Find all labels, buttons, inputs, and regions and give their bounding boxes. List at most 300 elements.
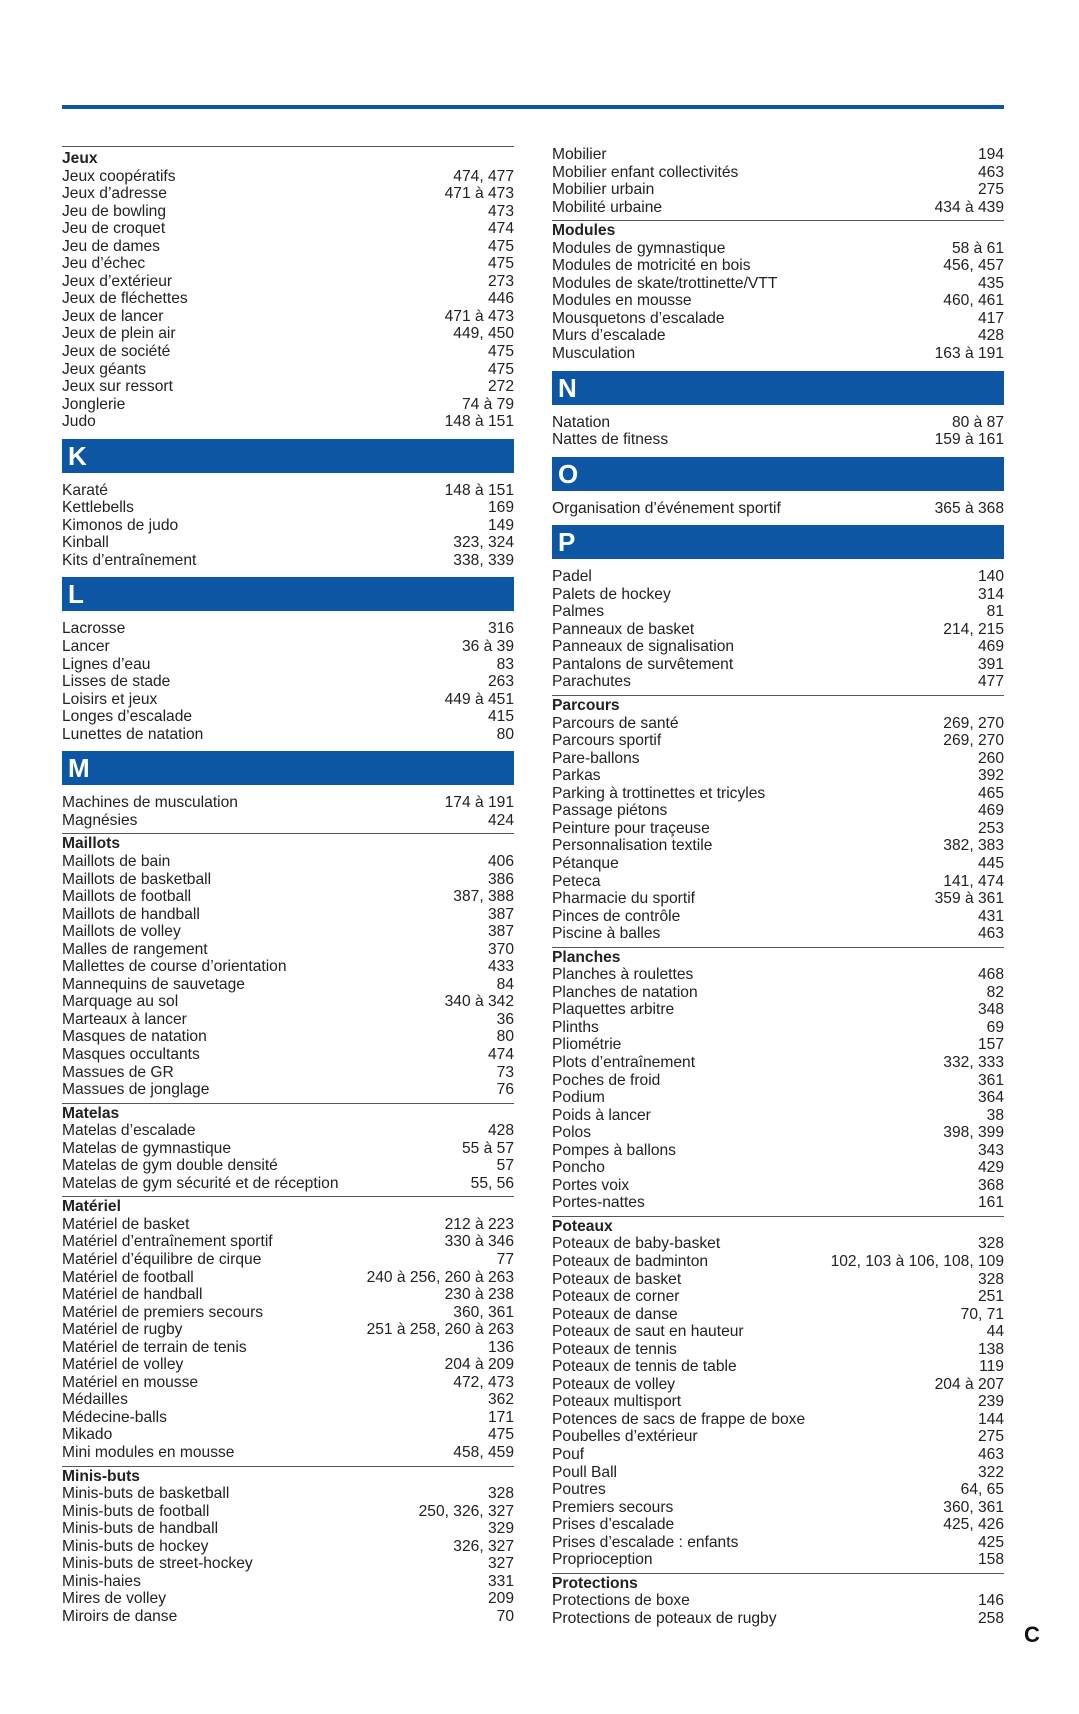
index-group-heading [552, 220, 1004, 240]
entry-label: Poull Ball [552, 1463, 618, 1481]
entry-label: Matériel de basket [62, 1215, 190, 1233]
index-entry [552, 855, 1004, 873]
index-entry [62, 976, 514, 994]
entry-label: Poteaux de badminton [552, 1252, 709, 1270]
entry-label: Parachutes [552, 673, 631, 691]
entry-pages: 368 [977, 1176, 1004, 1194]
entry-pages: 214, 215 [943, 620, 1004, 638]
entry-pages: 406 [487, 852, 514, 870]
index-entry [62, 361, 514, 379]
entry-pages: 253 [977, 819, 1004, 837]
entry-label: Matériel d’entraînement sportif [62, 1233, 273, 1251]
index-entry [552, 327, 1004, 345]
entry-pages: 269, 270 [943, 714, 1004, 732]
index-entry [552, 873, 1004, 891]
entry-label: Murs d’escalade [552, 327, 666, 345]
entry-label: Parkas [552, 767, 601, 785]
index-entry [552, 586, 1004, 604]
entry-pages: 239 [977, 1393, 1004, 1411]
index-entry [62, 325, 514, 343]
index-entry [62, 993, 514, 1011]
entry-pages: 80 [496, 725, 514, 743]
entry-label: Poutres [552, 1481, 606, 1499]
index-entry [62, 673, 514, 691]
entry-label: Lancer [62, 638, 110, 656]
entry-pages: 157 [977, 1036, 1004, 1054]
index-entry [62, 638, 514, 656]
index-entry [62, 1081, 514, 1099]
entry-label: Poteaux de saut en hauteur [552, 1323, 744, 1341]
index-entry [552, 1159, 1004, 1177]
entry-label: Kinball [62, 534, 109, 552]
entry-label: Plots d’entraînement [552, 1053, 696, 1071]
entry-pages: 169 [487, 499, 514, 517]
entry-pages: 70, 71 [960, 1305, 1004, 1323]
entry-label: Piscine à balles [552, 925, 661, 943]
entry-label: Planches à roulettes [552, 966, 694, 984]
entry-label: Maillots de bain [62, 852, 171, 870]
index-entry [552, 966, 1004, 984]
entry-pages: 475 [487, 343, 514, 361]
index-entry [552, 431, 1004, 449]
entry-label: Pliométrie [552, 1036, 622, 1054]
entry-pages: 316 [487, 620, 514, 638]
entry-pages: 343 [977, 1141, 1004, 1159]
index-entry [62, 1321, 514, 1339]
entry-label: Masques de natation [62, 1028, 207, 1046]
entry-label: Potences de sacs de frappe de boxe [552, 1410, 806, 1428]
entry-label: Matériel en mousse [62, 1373, 199, 1391]
index-entry [552, 1446, 1004, 1464]
index-entry [552, 1428, 1004, 1446]
entry-label: Mousquetons d’escalade [552, 309, 725, 327]
entry-pages: 230 à 238 [444, 1286, 514, 1304]
index-entry [552, 1072, 1004, 1090]
index-column-right [552, 146, 1004, 1627]
entry-label: Jeux d’extérieur [62, 272, 173, 290]
entry-label: Protections de boxe [552, 1592, 690, 1610]
index-entry [552, 345, 1004, 363]
index-entry [552, 1107, 1004, 1125]
index-entry [552, 1253, 1004, 1271]
index-entry [62, 1286, 514, 1304]
entry-pages: 429 [977, 1159, 1004, 1177]
entry-label: Lignes d’eau [62, 655, 151, 673]
entry-label: Pompes à ballons [552, 1141, 676, 1159]
entry-label: Matelas de gym double densité [62, 1157, 278, 1175]
entry-pages: 74 à 79 [461, 395, 514, 413]
entry-label: Passage piétons [552, 802, 668, 820]
entry-label: Parcours de santé [552, 714, 679, 732]
entry-pages: 474, 477 [453, 167, 514, 185]
index-entry [62, 552, 514, 570]
index-entry [62, 941, 514, 959]
index-entry [552, 199, 1004, 217]
entry-pages: 161 [977, 1194, 1004, 1212]
entry-pages: 449, 450 [453, 325, 514, 343]
index-entry [62, 1175, 514, 1193]
entry-pages: 473 [487, 202, 514, 220]
entry-label: Jeux sur ressort [62, 378, 173, 396]
index-entry [552, 500, 1004, 518]
entry-pages: 392 [977, 767, 1004, 785]
index-entry [62, 1122, 514, 1140]
index-entry [62, 656, 514, 674]
entry-pages: 338, 339 [453, 551, 514, 569]
index-entry [552, 146, 1004, 164]
entry-pages: 80 [496, 1028, 514, 1046]
index-group-heading [62, 1466, 514, 1486]
entry-pages: 415 [487, 708, 514, 726]
entry-label: Pantalons de survêtement [552, 655, 734, 673]
entry-label: Minis-buts de basketball [62, 1485, 230, 1503]
group-heading-label: Planches [552, 948, 621, 966]
entry-pages: 275 [977, 1428, 1004, 1446]
entry-pages: 434 à 439 [934, 198, 1004, 216]
entry-pages: 326, 327 [453, 1537, 514, 1555]
entry-pages: 365 à 368 [934, 499, 1004, 517]
index-entry [552, 568, 1004, 586]
index-entry [552, 1516, 1004, 1534]
entry-pages: 331 [487, 1572, 514, 1590]
entry-pages: 327 [487, 1555, 514, 1573]
index-entry [62, 290, 514, 308]
entry-pages: 463 [977, 1446, 1004, 1463]
index-entry [552, 656, 1004, 674]
index-entry [62, 378, 514, 396]
entry-pages: 428 [487, 1122, 514, 1140]
index-entry [552, 164, 1004, 182]
index-entry [552, 275, 1004, 293]
section-letter-o: O [552, 457, 1004, 491]
entry-label: Portes voix [552, 1176, 630, 1194]
entry-label: Magnésies [62, 811, 138, 829]
index-entry [62, 1374, 514, 1392]
entry-pages: 472, 473 [453, 1373, 514, 1391]
entry-label: Minis-buts de hockey [62, 1537, 209, 1555]
index-entry [62, 691, 514, 709]
entry-pages: 475 [487, 360, 514, 378]
entry-pages: 81 [986, 603, 1004, 621]
entry-pages: 204 à 209 [444, 1356, 514, 1374]
index-entry [552, 908, 1004, 926]
index-entry [62, 1269, 514, 1287]
entry-label: Prises d’escalade [552, 1516, 675, 1534]
index-entry [62, 1538, 514, 1556]
entry-pages: 263 [487, 673, 514, 691]
entry-label: Jeu de dames [62, 237, 160, 255]
entry-pages: 471 à 473 [444, 307, 514, 325]
index-entry [552, 802, 1004, 820]
entry-pages: 469 [977, 802, 1004, 820]
index-entry [552, 890, 1004, 908]
entry-label: Pharmacie du sportif [552, 890, 696, 908]
entry-label: Lunettes de natation [62, 725, 204, 743]
entry-pages: 73 [496, 1063, 514, 1081]
index-entry [552, 1592, 1004, 1610]
index-entry [552, 1306, 1004, 1324]
index-entry [62, 255, 514, 273]
entry-pages: 163 à 191 [934, 345, 1004, 363]
index-entry [62, 726, 514, 744]
index-entry [552, 603, 1004, 621]
index-entry [552, 1376, 1004, 1394]
entry-label: Matériel de volley [62, 1356, 184, 1374]
index-entry [552, 984, 1004, 1002]
entry-pages: 212 à 223 [444, 1215, 514, 1233]
entry-pages: 460, 461 [943, 292, 1004, 310]
entry-label: Matelas d’escalade [62, 1122, 196, 1140]
entry-label: Matelas de gymnastique [62, 1139, 232, 1157]
index-entry [62, 499, 514, 517]
entry-label: Mobilité urbaine [552, 198, 663, 216]
entry-label: Organisation d’événement sportif [552, 499, 781, 517]
entry-label: Pinces de contrôle [552, 907, 681, 925]
entry-label: Jonglerie [62, 395, 126, 413]
index-entry [62, 1216, 514, 1234]
group-heading-label: Protections [552, 1574, 638, 1592]
entry-pages: 428 [977, 327, 1004, 345]
entry-pages: 360, 361 [943, 1498, 1004, 1516]
entry-pages: 332, 333 [943, 1053, 1004, 1071]
entry-pages: 391 [977, 655, 1004, 673]
group-heading-label: Modules [552, 222, 616, 240]
entry-label: Lacrosse [62, 620, 126, 638]
entry-label: Mobilier [552, 146, 607, 163]
entry-label: Lisses de stade [62, 673, 171, 691]
entry-pages: 348 [977, 1001, 1004, 1019]
index-entry [62, 620, 514, 638]
index-entry [62, 1140, 514, 1158]
index-entry [552, 837, 1004, 855]
index-entry [552, 1177, 1004, 1195]
entry-pages: 149 [487, 516, 514, 534]
entry-pages: 119 [979, 1358, 1004, 1376]
index-entry [62, 1590, 514, 1608]
index-entry [552, 1001, 1004, 1019]
entry-pages: 136 [487, 1338, 514, 1356]
index-entry [62, 1028, 514, 1046]
index-entry [62, 534, 514, 552]
index-entry [62, 482, 514, 500]
entry-label: Modules de gymnastique [552, 239, 726, 257]
entry-label: Maillots de volley [62, 923, 181, 941]
entry-label: Poteaux de tennis [552, 1340, 677, 1358]
entry-label: Mini modules en mousse [62, 1444, 235, 1461]
entry-pages: 76 [496, 1081, 514, 1099]
index-entry [62, 708, 514, 726]
index-entry [552, 181, 1004, 199]
entry-label: Jeux d’adresse [62, 185, 167, 203]
entry-pages: 250, 326, 327 [418, 1502, 514, 1520]
section-letter-m: M [62, 751, 514, 785]
index-entry [62, 1573, 514, 1591]
section-letter-k: K [62, 439, 514, 473]
index-entry [62, 888, 514, 906]
entry-label: Planches de natation [552, 983, 698, 1001]
entry-pages: 361 [977, 1071, 1004, 1089]
index-group-heading [552, 1573, 1004, 1593]
entry-label: Pouf [552, 1446, 585, 1463]
entry-pages: 36 [496, 1010, 514, 1028]
entry-pages: 144 [977, 1410, 1004, 1428]
entry-pages: 465 [977, 784, 1004, 802]
entry-label: Jeu de croquet [62, 220, 166, 238]
entry-pages: 36 à 39 [461, 638, 514, 656]
entry-label: Jeux coopératifs [62, 167, 176, 185]
entry-label: Poches de froid [552, 1071, 661, 1089]
entry-pages: 159 à 161 [934, 431, 1004, 449]
index-entry [62, 203, 514, 221]
entry-pages: 458, 459 [453, 1444, 514, 1461]
entry-pages: 82 [986, 983, 1004, 1001]
index-entry [552, 1551, 1004, 1569]
index-entry [552, 1393, 1004, 1411]
entry-label: Portes-nattes [552, 1194, 645, 1212]
entry-pages: 38 [986, 1106, 1004, 1124]
top-rule [62, 105, 1004, 109]
entry-label: Modules de skate/trottinette/VTT [552, 274, 778, 292]
index-entry [62, 812, 514, 830]
index-entry [62, 413, 514, 431]
entry-label: Poteaux de basket [552, 1270, 682, 1288]
entry-pages: 387, 388 [453, 888, 514, 906]
index-entry [552, 414, 1004, 432]
entry-pages: 148 à 151 [444, 413, 514, 431]
index-entry [62, 308, 514, 326]
entry-pages: 475 [487, 237, 514, 255]
entry-pages: 314 [977, 585, 1004, 603]
entry-pages: 273 [487, 272, 514, 290]
entry-pages: 275 [977, 181, 1004, 199]
entry-label: Maillots de basketball [62, 870, 212, 888]
entry-pages: 463 [977, 925, 1004, 943]
entry-pages: 445 [977, 854, 1004, 872]
entry-pages: 55, 56 [470, 1174, 514, 1192]
group-heading-label: Matériel [62, 1198, 121, 1216]
entry-label: Jeu de bowling [62, 202, 167, 220]
entry-label: Judo [62, 413, 96, 431]
entry-pages: 446 [487, 290, 514, 308]
entry-label: Marquage au sol [62, 993, 179, 1011]
index-entry [552, 621, 1004, 639]
entry-pages: 83 [496, 655, 514, 673]
index-entry [552, 1054, 1004, 1072]
entry-label: Poteaux de baby-basket [552, 1235, 721, 1253]
group-heading-label: Jeux [62, 150, 98, 167]
index-entry [552, 925, 1004, 943]
entry-pages: 456, 457 [943, 257, 1004, 275]
entry-label: Protections de poteaux de rugby [552, 1609, 777, 1627]
entry-label: Nattes de fitness [552, 431, 669, 449]
index-entry [62, 1233, 514, 1251]
entry-label: Matériel de football [62, 1268, 194, 1286]
entry-pages: 140 [977, 568, 1004, 586]
entry-pages: 102, 103 à 106, 108, 109 [830, 1252, 1004, 1270]
index-group-heading [62, 1103, 514, 1123]
entry-label: Matériel de premiers secours [62, 1303, 264, 1321]
index-entry [552, 1534, 1004, 1552]
index-entry [62, 1485, 514, 1503]
entry-label: Plinths [552, 1018, 599, 1036]
entry-pages: 260 [977, 749, 1004, 767]
entry-label: Jeux géants [62, 360, 147, 378]
entry-pages: 240 à 256, 260 à 263 [366, 1268, 514, 1286]
entry-label: Miroirs de danse [62, 1607, 178, 1625]
index-entry [552, 785, 1004, 803]
entry-label: Matelas de gym sécurité et de réception [62, 1174, 339, 1192]
entry-pages: 474 [487, 1045, 514, 1063]
entry-label: Maillots de football [62, 888, 192, 906]
entry-label: Matériel de terrain de tenis [62, 1338, 247, 1356]
index-entry [552, 1341, 1004, 1359]
entry-label: Palmes [552, 603, 604, 621]
entry-pages: 251 [977, 1288, 1004, 1306]
entry-pages: 77 [496, 1250, 514, 1268]
section-letter-l: L [62, 577, 514, 611]
index-entry [62, 1064, 514, 1082]
entry-pages: 258 [977, 1609, 1004, 1627]
entry-pages: 194 [977, 146, 1004, 163]
index-entry [552, 638, 1004, 656]
index-entry [62, 853, 514, 871]
group-heading-label: Matelas [62, 1104, 120, 1122]
entry-label: Karaté [62, 481, 108, 499]
entry-label: Mires de volley [62, 1590, 166, 1608]
index-entry [552, 767, 1004, 785]
index-entry [552, 1036, 1004, 1054]
entry-label: Parking à trottinettes et tricyles [552, 784, 766, 802]
index-entry [62, 168, 514, 186]
entry-pages: 387 [487, 905, 514, 923]
entry-label: Kimonos de judo [62, 516, 179, 534]
entry-label: Poteaux de tennis de table [552, 1358, 737, 1376]
entry-label: Padel [552, 568, 592, 586]
entry-pages: 80 à 87 [951, 413, 1004, 431]
index-entry [552, 240, 1004, 258]
page-corner-letter: C [1024, 1622, 1040, 1647]
entry-label: Mikado [62, 1426, 113, 1444]
entry-pages: 475 [487, 1426, 514, 1444]
entry-label: Poteaux de volley [552, 1375, 676, 1393]
entry-pages: 272 [487, 378, 514, 396]
entry-pages: 424 [487, 811, 514, 829]
entry-label: Minis-buts de football [62, 1502, 210, 1520]
index-entry [62, 1444, 514, 1462]
entry-label: Jeux de société [62, 343, 171, 361]
section-letter-n: N [552, 371, 1004, 405]
entry-pages: 171 [487, 1408, 514, 1426]
index-entry [62, 396, 514, 414]
entry-label: Premiers secours [552, 1498, 674, 1516]
entry-label: Plaquettes arbitre [552, 1001, 675, 1019]
entry-label: Peteca [552, 872, 601, 890]
index-entry [552, 1235, 1004, 1253]
entry-label: Machines de musculation [62, 794, 238, 812]
entry-pages: 84 [496, 975, 514, 993]
entry-pages: 174 à 191 [444, 794, 514, 812]
entry-pages: 340 à 342 [444, 993, 514, 1011]
index-entry [552, 1019, 1004, 1037]
index-entry [62, 185, 514, 203]
entry-label: Poubelles d’extérieur [552, 1428, 698, 1446]
entry-pages: 364 [977, 1089, 1004, 1107]
index-entry [62, 273, 514, 291]
entry-label: Modules de motricité en bois [552, 257, 751, 275]
index-column-left [62, 146, 514, 1625]
entry-label: Jeux de fléchettes [62, 290, 188, 308]
entry-label: Mallettes de course d’orientation [62, 958, 287, 976]
